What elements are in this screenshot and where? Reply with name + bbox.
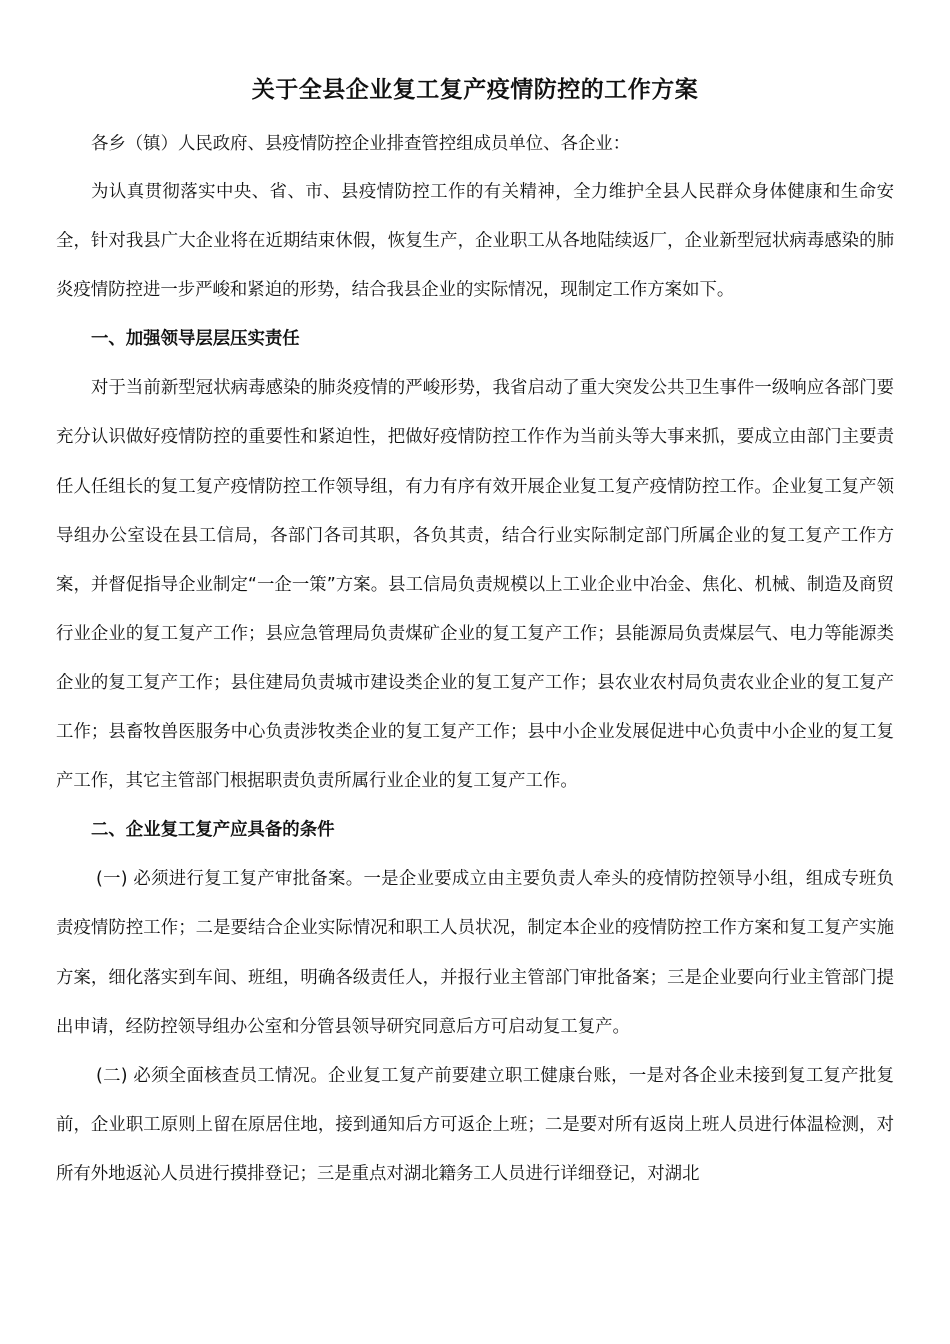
section-1-heading: 一、加强领导层层压实责任 <box>91 329 300 350</box>
document-title: 关于全县企业复工复产疫情防控的工作方案 <box>251 77 699 103</box>
document-page <box>56 70 894 1199</box>
section-1-body: 对于当前新型冠状病毒感染的肺炎疫情的严峻形势，我省启动了重大突发公共卫生事件一级响应各部门要充分认识做好疫情防控的重要性和紧迫性，把做好疫情防控工作作为当前头等大事来抓，要成立由部门主要责任人任组长的复工复产疫情防控工作领导组，有力有序有效开展企业复工复产疫情防控工作。企业复工复产领导组办公室设在县工信局，各部门各司其职，各负其责，结合行业实际制定部门所属企业的复工复产工作方案，并督促指导企业制定“一企一策”方案。县工信局负责规模以上工业企业中冶金、焦化、机械、制造及商贸行业企业的复工复产工作；县应急管理局负责煤矿企业的复工复产工作；县能源局负责煤层气、电力等能源类企业的复工复产工作；县住建局负责城市建设类企业的复工复产工作；县农业农村局负责农业企业的复工复产工作；县畜牧兽医服务中心负责涉牧类企业的复工复产工作；县中小企业发展促进中心负责中小企业的复工复产工作，其它主管部门根据职责负责所属行业企业的复工复产工作。 <box>56 378 894 792</box>
section-2-item-2: (二) 必须全面核查员工情况。企业复工复产前要建立职工健康台账，一是对各企业未接到复工复产批复前，企业职工原则上留在原居住地，接到通知后方可返企上班；二是要对所有返岗上班人员进行体温检测，对所有外地返沁人员进行摸排登记；三是重点对湖北籍务工人员进行详细登记，对湖北 <box>56 1065 894 1184</box>
salutation: 各乡（镇）人民政府、县疫情防控企业排查管控组成员单位、各企业： <box>91 134 631 154</box>
section-2-heading: 二、企业复工复产应具备的条件 <box>91 820 335 841</box>
section-2-item-1: (一) 必须进行复工复产审批备案。一是企业要成立由主要负责人牵头的疫情防控领导小组，组成专班负责疫情防控工作；二是要结合企业实际情况和职工人员状况，制定本企业的疫情防控工作方案和复工复产实施方案，细化落实到车间、班组，明确各级责任人，并报行业主管部门审批备案；三是企业要向行业主管部门提出申请，经防控领导组办公室和分管县领导研究同意后方可启动复工复产。 <box>56 869 894 1037</box>
intro-paragraph: 为认真贯彻落实中央、省、市、县疫情防控工作的有关精神，全力维护全县人民群众身体健康和生命安全，针对我县广大企业将在近期结束休假，恢复生产，企业职工从各地陆续返厂，企业新型冠状病毒感染的肺炎疫情防控进一步严峻和紧迫的形势，结合我县企业的实际情况，现制定工作方案如下。 <box>56 182 894 301</box>
